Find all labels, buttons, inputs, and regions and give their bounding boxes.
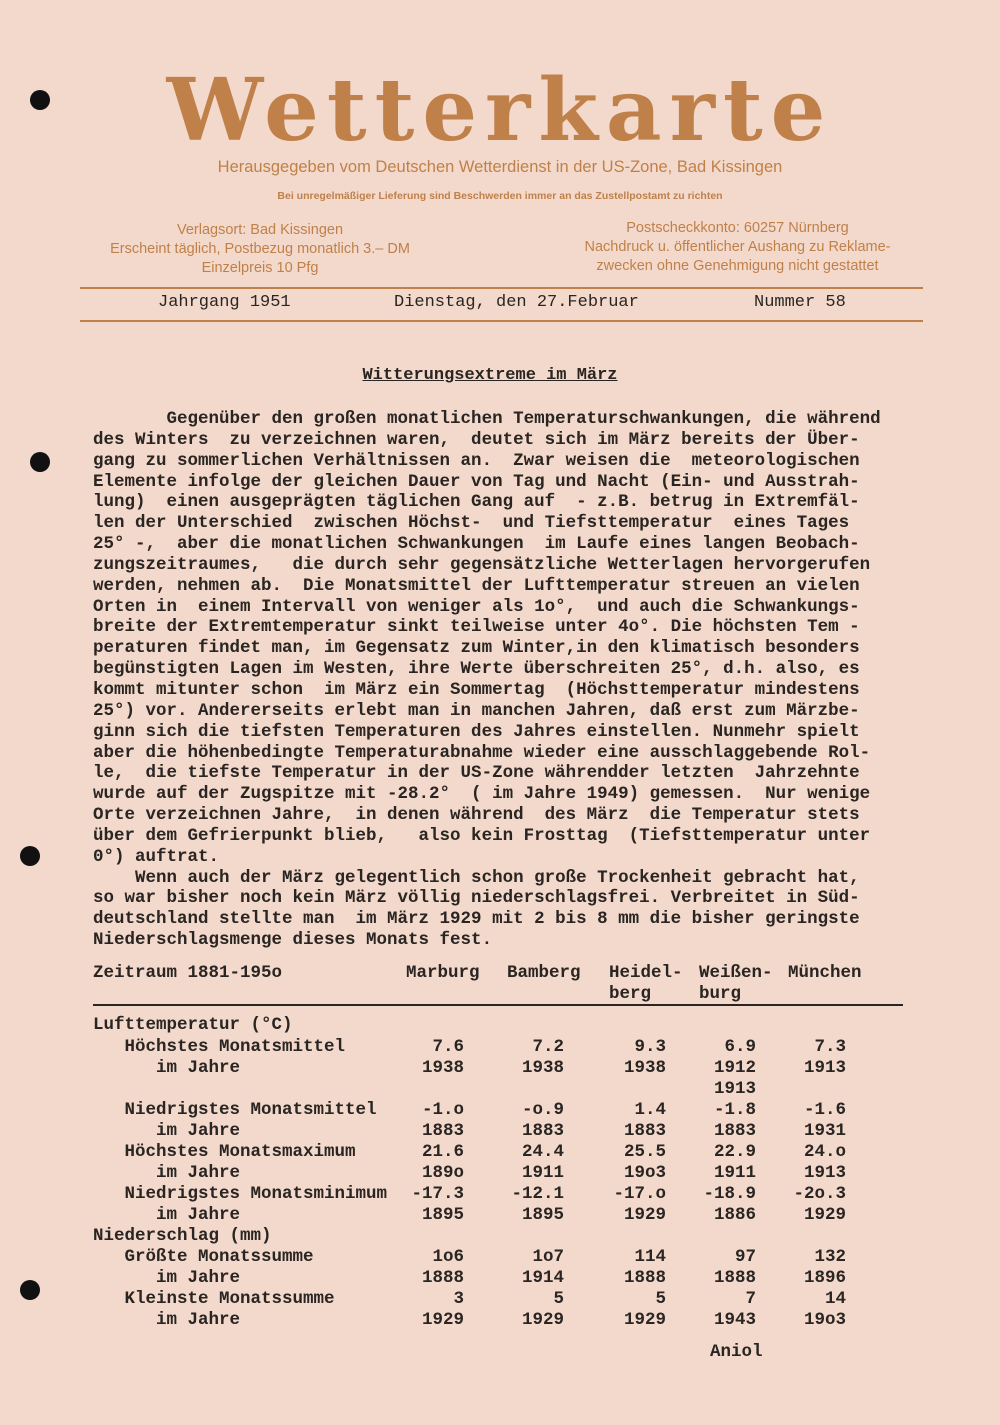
issue-volume: Jahrgang 1951 — [158, 293, 291, 312]
cell: -2o.3 — [793, 1184, 846, 1204]
publisher-line: Herausgegeben vom Deutschen Wetterdienst in der US-Zone, Bad Kissingen — [217, 158, 783, 176]
cell: 1886 — [713, 1205, 756, 1225]
body-line: lung) einen ausgeprägten täglichen Gang auf - z.B. betrug in Extremfäl- — [93, 492, 860, 513]
cell: 1883 — [713, 1121, 756, 1141]
cell: 1896 — [803, 1268, 846, 1288]
body-line: Niederschlagsmenge dieses Monats fest. — [93, 930, 493, 951]
row-label: Niedrigstes Monatsminimum — [93, 1184, 388, 1204]
row-label: Niederschlag (mm) — [93, 1226, 272, 1246]
cell: 1929 — [521, 1310, 564, 1330]
column-label: Marburg — [406, 963, 480, 983]
cell: 1o6 — [432, 1247, 464, 1267]
author-signature: Aniol — [710, 1342, 763, 1362]
column-label: Weißen- — [699, 963, 773, 983]
body-line: des Winters zu verzeichnen waren, deutet sich im März bereits der Über- — [93, 429, 860, 450]
cell: 1.4 — [634, 1100, 666, 1120]
row-label: Niedrigstes Monatsmittel — [93, 1100, 377, 1120]
cell: -1.8 — [713, 1100, 756, 1120]
cell: 1929 — [623, 1205, 666, 1225]
cell: -18.9 — [703, 1184, 756, 1204]
info-line: Postscheckkonto: 60257 Nürnberg — [626, 220, 849, 236]
body-line: Gegenüber den großen monatlichen Temperaturschwankungen, die während — [93, 409, 881, 429]
body-line: ginn sich die tiefsten Temperaturen des Jahres einstellen. Nunmehr spielt — [93, 721, 860, 742]
body-line: len der Unterschied zwischen Höchst- und Tiefsttemperatur eines Tages — [93, 513, 850, 534]
delivery-note: Bei unregelmäßiger Lieferung sind Beschwerden immer an das Zustellpostamt zu richten — [277, 190, 723, 202]
body-line: begünstigten Lagen im Westen, ihre Werte überschreiten 25°, d.h. also, es — [93, 659, 860, 680]
cell: 19o3 — [623, 1163, 666, 1183]
body-line: aber die höhenbedingte Temperaturabnahme wieder eine ausschlaggebende Rol- — [93, 742, 871, 763]
cell: 1929 — [803, 1205, 846, 1225]
row-label: im Jahre — [93, 1310, 241, 1330]
table-row — [0, 1184, 1000, 1205]
body-line: Elemente infolge der gleichen Dauer von Tag und Nacht (Ein- und Ausstrah- — [93, 471, 860, 492]
cell: 7.6 — [432, 1037, 464, 1057]
table-period-label: Zeitraum 1881-195o — [93, 963, 283, 983]
body-line: gang zu sommerlichen Verhältnissen an. Zwar weisen die meteorologischen — [93, 450, 860, 471]
cell: 24.o — [803, 1142, 846, 1162]
column-header — [699, 963, 773, 1005]
masthead-title: Wetterkarte — [166, 60, 834, 161]
info-line: Einzelpreis 10 Pfg — [201, 260, 319, 276]
body-line: le, die tiefste Temperatur in der US-Zone währendder letzten Jahrzehnte — [93, 763, 860, 784]
table-row — [0, 1310, 1000, 1331]
row-label: im Jahre — [93, 1163, 241, 1183]
body-line: breite der Extremtemperatur sinkt teilweise unter 4o°. Die höchsten Tem - — [93, 617, 860, 638]
row-label: Größte Monatssumme — [93, 1247, 314, 1267]
body-line: über dem Gefrierpunkt blieb, also kein Frosttag (Tiefsttemperatur unter — [93, 825, 871, 846]
cell: 1938 — [623, 1058, 666, 1078]
cell: 24.4 — [521, 1142, 564, 1162]
cell: 114 — [634, 1247, 666, 1267]
row-label: Kleinste Monatssumme — [93, 1289, 335, 1309]
cell: 22.9 — [713, 1142, 756, 1162]
table-row — [0, 1100, 1000, 1121]
column-header — [406, 963, 480, 984]
cell: -17.o — [613, 1184, 666, 1204]
cell: 3 — [453, 1289, 464, 1309]
row-label: im Jahre — [93, 1058, 241, 1078]
row-label: im Jahre — [93, 1121, 241, 1141]
cell: 1938 — [521, 1058, 564, 1078]
cell: 1883 — [521, 1121, 564, 1141]
body-line: Orte verzeichnen Jahre, in denen während des März die Temperatur stets — [93, 805, 860, 826]
issue-date: Dienstag, den 27.Februar — [394, 293, 639, 312]
table-row — [0, 1163, 1000, 1184]
column-label-cont: berg — [609, 983, 652, 1004]
cell: 5 — [553, 1289, 564, 1309]
cell: 1888 — [623, 1268, 666, 1288]
row-label: Höchstes Monatsmaximum — [93, 1142, 356, 1162]
cell: 1888 — [713, 1268, 756, 1288]
cell: 21.6 — [421, 1142, 464, 1162]
cell: 19o3 — [803, 1310, 846, 1330]
cell: 1931 — [803, 1121, 846, 1141]
body-line: wurde auf der Zugspitze mit -28.2° ( im Jahre 1949) gemessen. Nur wenige — [93, 784, 871, 805]
column-label: Bamberg — [507, 963, 581, 983]
body-line: werden, nehmen ab. Die Monatsmittel der Lufttemperatur streuen an vielen — [93, 575, 860, 596]
body-line: Wenn auch der März gelegentlich schon große Trockenheit gebracht hat, — [93, 867, 860, 888]
cell: 1911 — [521, 1163, 564, 1183]
table-row — [0, 1268, 1000, 1289]
cell: 25.5 — [623, 1142, 666, 1162]
publishing-info-right — [575, 219, 900, 276]
row-label: im Jahre — [93, 1205, 241, 1225]
column-header — [507, 963, 581, 984]
row-label: im Jahre — [93, 1268, 241, 1288]
table-row — [0, 1205, 1000, 1226]
cell: 6.9 — [724, 1037, 756, 1057]
column-label-cont: burg — [699, 983, 742, 1004]
cell: 97 — [734, 1247, 756, 1267]
column-header — [609, 963, 683, 1005]
column-label: Heidel- — [609, 963, 683, 983]
table-row — [0, 1015, 1000, 1036]
issue-number: Nummer 58 — [754, 293, 846, 312]
cell: -1.6 — [803, 1100, 846, 1120]
cell: -12.1 — [511, 1184, 564, 1204]
article-title: Witterungsextreme im März — [362, 366, 618, 385]
table-row — [0, 1289, 1000, 1310]
table-row — [0, 1142, 1000, 1163]
cell: 5 — [655, 1289, 666, 1309]
cell: 1912 — [713, 1058, 756, 1078]
table-row — [0, 1037, 1000, 1058]
cell: 1895 — [521, 1205, 564, 1225]
cell: 132 — [814, 1247, 846, 1267]
body-line: 25° -, aber die monatlichen Schwankungen im Laufe eines langen Beobach- — [93, 534, 860, 555]
body-line: zungszeitraumes, die durch sehr gegensätzliche Wetterlagen hervorgerufen — [93, 554, 871, 575]
cell: 1938 — [421, 1058, 464, 1078]
column-header — [788, 963, 862, 984]
cell: -o.9 — [521, 1100, 564, 1120]
table-rule — [93, 1004, 903, 1006]
column-label: München — [788, 963, 862, 983]
publishing-info-left — [95, 221, 425, 278]
body-line: peraturen findet man, im Gegensatz zum Winter,in den klimatisch besonders — [93, 638, 860, 659]
cell: 1943 — [713, 1310, 756, 1330]
punch-hole — [30, 452, 50, 472]
cell: 1883 — [421, 1121, 464, 1141]
cell: 1913 — [803, 1058, 846, 1078]
cell: 7.3 — [814, 1037, 846, 1057]
body-line: 25°) vor. Andererseits erlebt man in manchen Jahren, daß erst zum Märzbe- — [93, 700, 860, 721]
cell: 189o — [421, 1163, 464, 1183]
info-line: zwecken ohne Genehmigung nicht gestattet — [596, 258, 879, 274]
row-label: Höchstes Monatsmittel — [93, 1037, 346, 1057]
header-rule-top — [80, 287, 923, 289]
body-line: deutschland stellte man im März 1929 mit 2 bis 8 mm die bisher geringste — [93, 909, 860, 930]
cell: 1929 — [623, 1310, 666, 1330]
body-line: kommt mitunter schon im März ein Sommertag (Höchsttemperatur mindestens — [93, 679, 860, 700]
cell: 1895 — [421, 1205, 464, 1225]
cell: 1913 — [803, 1163, 846, 1183]
cell: 1929 — [421, 1310, 464, 1330]
body-line: 0°) auftrat. — [93, 846, 220, 867]
info-line: Nachdruck u. öffentlicher Aushang zu Reklame- — [584, 239, 891, 255]
info-line: Erscheint täglich, Postbezug monatlich 3.– DM — [110, 241, 410, 257]
table-row — [0, 1247, 1000, 1268]
cell: -17.3 — [411, 1184, 464, 1204]
cell: -1.o — [421, 1100, 464, 1120]
cell: 9.3 — [634, 1037, 666, 1057]
cell: 1911 — [713, 1163, 756, 1183]
cell: 1888 — [421, 1268, 464, 1288]
row-label: Lufttemperatur (°C) — [93, 1015, 293, 1035]
cell: 1913 — [713, 1079, 756, 1099]
body-line: Orten in einem Intervall von weniger als 1o°, und auch die Schwankungs- — [93, 596, 860, 617]
cell: 1914 — [521, 1268, 564, 1288]
punch-hole — [20, 846, 40, 866]
info-line: Verlagsort: Bad Kissingen — [176, 222, 344, 238]
table-row — [0, 1079, 1000, 1100]
cell: 7 — [745, 1289, 756, 1309]
cell: 1883 — [623, 1121, 666, 1141]
cell: 7.2 — [532, 1037, 564, 1057]
cell: 1o7 — [532, 1247, 564, 1267]
article-body — [93, 409, 915, 951]
table-row — [0, 1226, 1000, 1247]
table-row — [0, 1121, 1000, 1142]
table-row — [0, 1058, 1000, 1079]
header-rule-bottom — [80, 320, 923, 322]
cell: 14 — [824, 1289, 846, 1309]
body-line: so war bisher noch kein März völlig niederschlagsfrei. Verbreitet in Süd- — [93, 888, 860, 909]
